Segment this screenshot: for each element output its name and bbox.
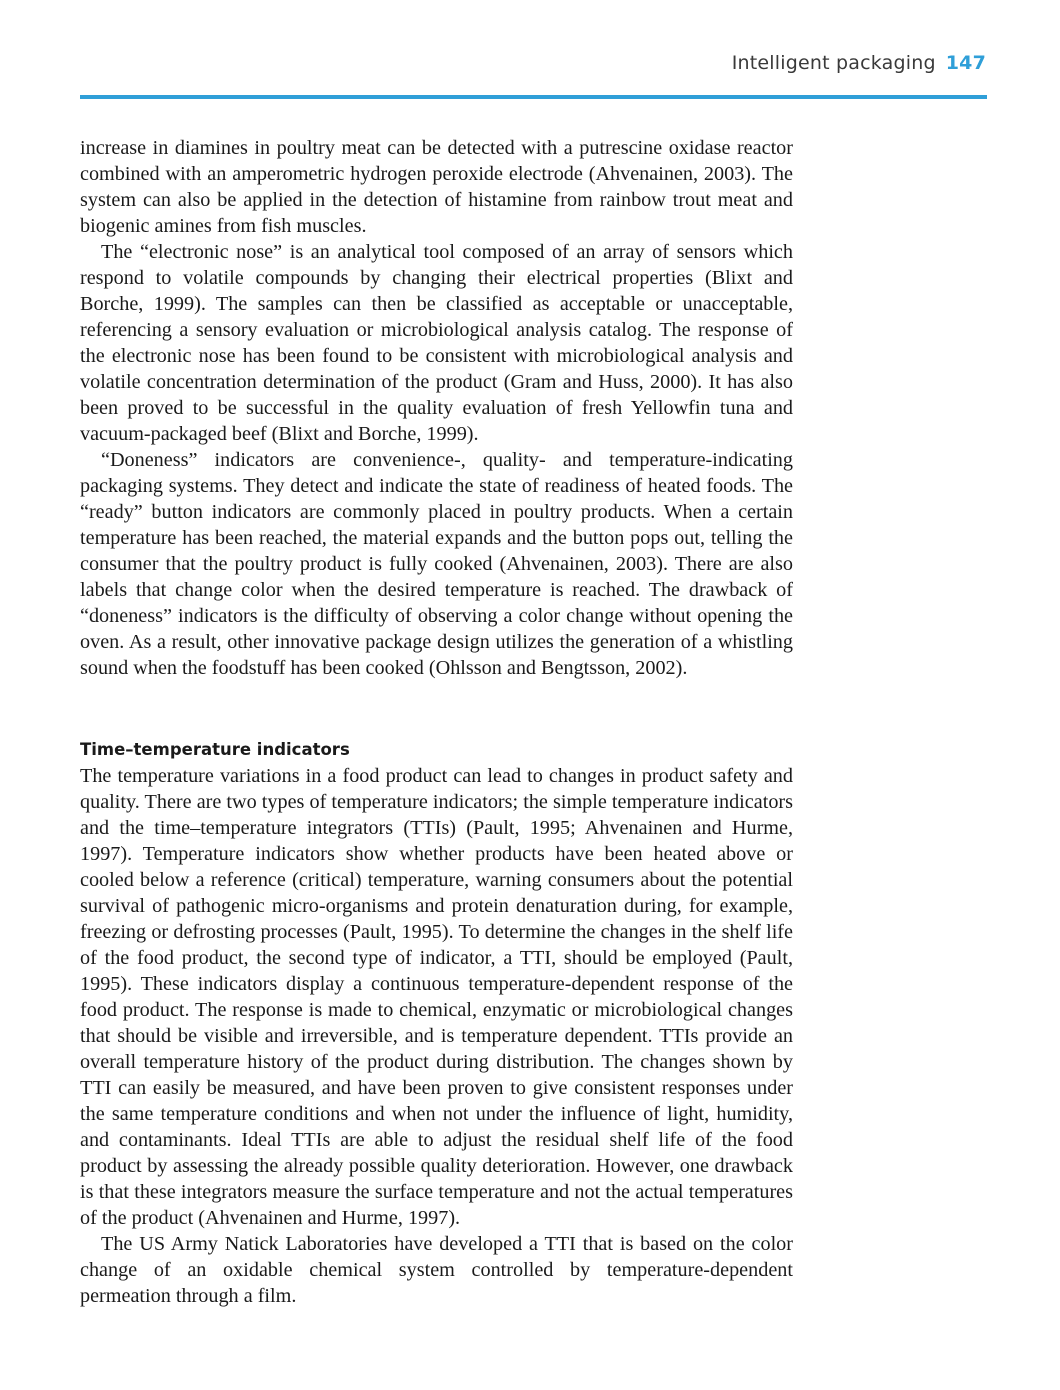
section-heading: Time–temperature indicators bbox=[80, 740, 350, 759]
paragraph-1: increase in diamines in poultry meat can be detected with a putrescine oxidase reactor combined with an amperometric hydrogen peroxide electrode (Ahvenainen, 2003). The system can also be applied in the detection of histamine from rainbow trout meat and biogenic amines from fish muscles. bbox=[80, 137, 793, 237]
header-rule bbox=[80, 95, 987, 99]
paragraph-3: “Doneness” indicators are convenience-, quality- and temperature-indicating packaging systems. They detect and indicate the state of readiness of heated foods. The “ready” button indicators are commonly placed in poultry products. When a certain temperature has been reached, the material expands and the button pops out, telling the consumer that the poultry product is fully cooked (Ahvenainen, 2003). There are also labels that change color when the desired temperature is reached. The drawback of “doneness” indicators is the difficulty of observing a color change without opening the oven. As a result, other innovative package design utilizes the generation of a whistling sound when the foodstuff has been cooked (Ohlsson and Bengtsson, 2002). bbox=[80, 449, 793, 679]
paragraph-2: The “electronic nose” is an analytical tool composed of an array of sensors which respond to volatile compounds by changing their electrical properties (Blixt and Borche, 1999). The samples can then be classified as acceptable or unacceptable, referencing a sensory evaluation or microbiological analysis catalog. The response of the electronic nose has been found to be consistent with microbiological analysis and volatile concentration determination of the product (Gram and Huss, 2000). It has also been proved to be successful in the quality evaluation of fresh Yellowfin tuna and vacuum-packaged beef (Blixt and Borche, 1999). bbox=[80, 241, 793, 445]
running-header bbox=[732, 52, 986, 74]
paragraph-5: The US Army Natick Laboratories have developed a TTI that is based on the color change of an oxidable chemical system controlled by temperature-dependent permeation through a film. bbox=[80, 1233, 793, 1307]
running-title: Intelligent packaging bbox=[731, 52, 936, 74]
page-number: 147 bbox=[945, 52, 986, 74]
paragraph-4: The temperature variations in a food product can lead to changes in product safety and quality. There are two types of temperature indicators; the simple temperature indicators and the time–temperature integrators (TTIs) (Pault, 1995; Ahvenainen and Hurme, 1997). Temperature indicators show whether products have been heated above or cooled below a reference (critical) temperature, warning consumers about the potential survival of pathogenic micro-organisms and protein denaturation during, for example, freezing or defrosting processes (Pault, 1995). To determine the changes in the shelf life of the food product, the second type of indicator, a TTI, should be employed (Pault, 1995). These indicators display a continuous temperature-dependent response of the food product. The response is made to chemical, enzymatic or microbiological changes that should be visible and irreversible, and is temperature dependent. TTIs provide an overall temperature history of the product during distribution. The changes shown by TTI can easily be measured, and have been proven to give consistent responses under the same temperature conditions and when not under the influence of light, humidity, and contaminants. Ideal TTIs are able to adjust the residual shelf life of the food product by assessing the already possible quality deterioration. However, one drawback is that these integrators measure the surface temperature and not the actual temperatures of the product (Ahvenainen and Hurme, 1997). bbox=[80, 765, 793, 1229]
body-text bbox=[80, 135, 793, 1309]
